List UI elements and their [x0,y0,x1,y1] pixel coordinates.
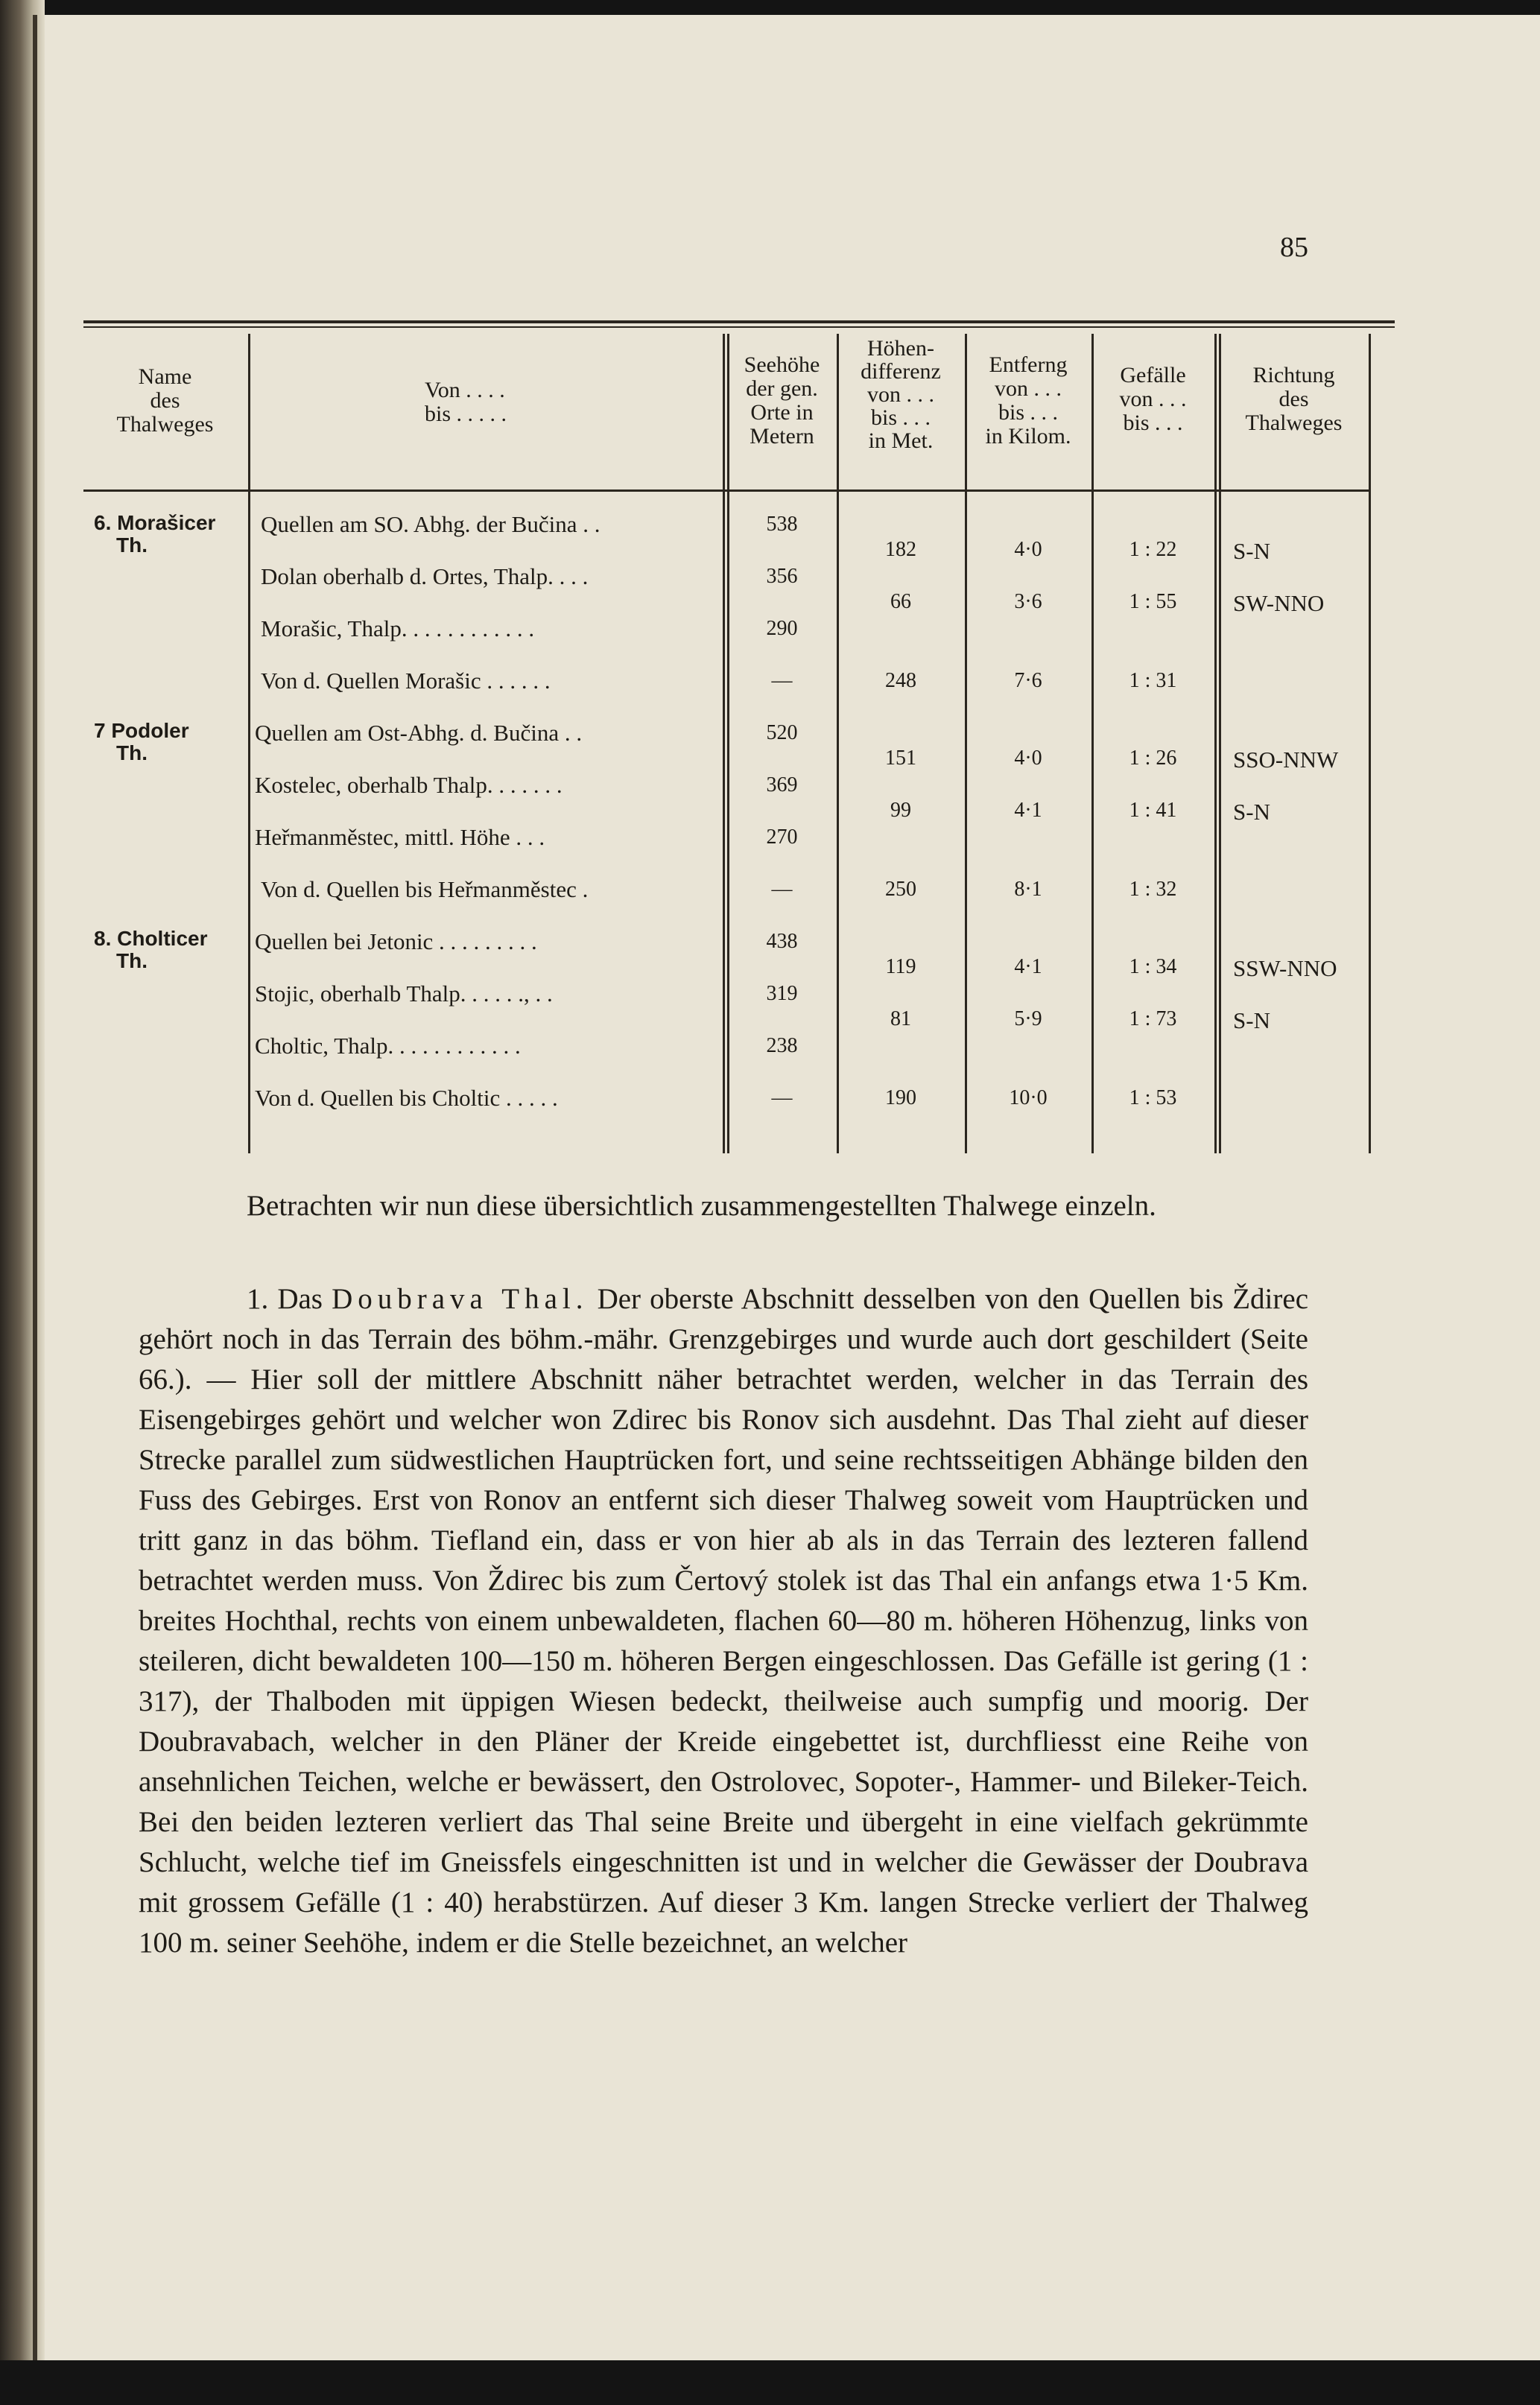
paragraph-number: 1. Das [247,1283,323,1315]
col-divider-right [1369,334,1371,1153]
col-divider-name [248,334,250,1153]
header-bottom-rule [83,489,1369,492]
direction-cell: SSO-NNW [1233,747,1339,773]
height-cell: — [771,1086,793,1109]
slope-cell: 1 : 41 [1129,799,1177,822]
header-hoehendifferenz: Höhen- differenz von . . . bis . . . in Met. [861,336,941,453]
dist-cell: 10·0 [1009,1086,1048,1109]
paragraph-body: Der oberste Abschnitt desselben von den Quellen bis Ždirec gehört noch in das Terrain des böhm.-mähr. Grenzgebirges und wurde auch dort geschildert (Seite 66.). — Hier soll der mittlere Abschnitt näher betrachtet werden, welcher in das Terrain des Eisengebirges gehört und welcher won Zdirec bis Ronov sich ausdehnt. Das Thal zieht auf dieser Strecke parallel zum südwestlichen Hauptrücken fort, und seine rechtsseitigen Abhänge bilden den Fuss des Gebirges. Erst von Ronov an entfernt sich dieser Thalweg soweit vom Hauptrücken und tritt ganz in das böhm. Tiefland ein, dass er von hier ab als in das Terrain des lezteren fallend betrachtet werden muss. Von Ždirec bis zum Čertový stolek ist das Thal ein anfangs etwa 1·5 Km. breites Hochthal, rechts von einem unbewaldeten, flachen 60—80 m. höheren Höhenzug, links von steileren, dicht bewaldeten 100—150 m. höheren Bergen eingeschlossen. Das Gefälle ist gering (1 : 317), der Thalboden mit üppigen Wiesen bedeckt, theilweise auch sumpfig und moorig. Der Doubravabach, welcher in den Pläner der Kreide eingebettet ist, durchfliesst eine Reihe von ansehnlichen Teichen, welche er bewässert, den Ostrolovec, Sopoter-, Hammer- und Bileker-Teich. Bei den beiden lezteren verliert das Thal seine Breite und übergeht in eine vielfach gekrümmte Schlucht, welche tief im Gneissfels eingeschnitten ist und in welcher die Gewässer der Doubrava mit grossem Gefälle (1 : 40) herabstürzen. Auf dieser 3 Km. langen Strecke verliert der Thalweg 100 m. seiner Seehöhe, indem er die Stelle bezeichnet, an welcher [139,1283,1309,1959]
slope-cell: 1 : 73 [1129,1007,1177,1030]
slope-cell: 1 : 55 [1129,590,1177,613]
place-cell: Kostelec, oberhalb Thalp. . . . . . . [255,772,563,798]
place-cell: Stojic, oberhalb Thalp. . . . . ., . . [255,980,553,1007]
height-cell: 438 [766,930,798,953]
col-divider-place [723,334,725,1153]
place-cell: Quellen am SO. Abhg. der Bučina . . [261,511,601,537]
table-top-rule-thin [83,326,1395,328]
place-cell: Von d. Quellen Morašic . . . . . . [261,668,551,694]
direction-cell: S-N [1233,799,1270,825]
height-cell: 520 [766,721,798,744]
dist-cell: 3·6 [1014,590,1042,613]
scan-border-top [0,0,1540,15]
direction-cell: S-N [1233,538,1270,564]
place-cell: Von d. Quellen bis Heřmanměstec . [261,876,589,902]
paragraph-intro: Betrachten wir nun diese übersichtlich zusammengestellten Thalwege einzeln. [247,1190,1156,1222]
diff-cell: 182 [885,538,916,561]
height-cell: 356 [766,565,798,588]
col-divider-slope-double [1219,334,1221,1153]
slope-cell: 1 : 34 [1129,955,1177,978]
header-gefaelle: Gefälle von . . . bis . . . [1119,363,1187,435]
place-cell: Quellen am Ost-Abhg. d. Bučina . . [255,720,583,746]
place-cell: Dolan oberhalb d. Ortes, Thalp. . . . [261,563,589,589]
header-name: Name des Thalweges [116,364,214,437]
height-cell: 319 [766,982,798,1005]
dist-cell: 4·1 [1014,799,1042,822]
slope-cell: 1 : 26 [1129,747,1177,770]
group-name-cholticer: 8. Cholticer Th. [94,927,208,972]
diff-cell: 151 [885,747,916,770]
slope-cell: 1 : 53 [1129,1086,1177,1109]
group-name-morasicer: 6. Morašicer Th. [94,511,216,557]
thalweg-table [82,320,1393,1153]
header-von-bis: Von . . . . bis . . . . . [425,378,507,426]
spine-edge-line [33,15,37,2360]
direction-cell: SW-NNO [1233,590,1325,616]
paragraph-doubrava [139,1279,1308,1963]
table-top-rule [83,320,1395,323]
place-cell: Morašic, Thalp. . . . . . . . . . . . [261,615,535,641]
header-seehoehe: Seehöhe der gen. Orte in Metern [744,352,820,449]
height-cell: 238 [766,1034,798,1057]
place-cell: Heřmanměstec, mittl. Höhe . . . [255,824,545,850]
diff-cell: 66 [890,590,911,613]
height-cell: 538 [766,513,798,536]
header-entferng: Entferng von . . . bis . . . in Kilom. [985,352,1071,449]
dist-cell: 4·0 [1014,747,1042,770]
col-divider-slope [1214,334,1217,1153]
dist-cell: 5·9 [1014,1007,1042,1030]
place-cell: Choltic, Thalp. . . . . . . . . . . . [255,1033,521,1059]
height-cell: 290 [766,617,798,640]
page-number: 85 [1280,232,1308,263]
diff-cell: 190 [885,1086,916,1109]
header-richtung: Richtung des Thalweges [1245,363,1343,435]
diff-cell: 119 [885,955,916,978]
height-cell: — [771,878,793,901]
dist-cell: 4·0 [1014,538,1042,561]
height-cell: 369 [766,773,798,796]
place-cell: Von d. Quellen bis Choltic . . . . . [255,1085,558,1111]
paragraph-title: Doubrava Thal. [332,1283,589,1315]
scan-border-bottom [0,2360,1540,2405]
slope-cell: 1 : 22 [1129,538,1177,561]
slope-cell: 1 : 32 [1129,878,1177,901]
book-spine [0,0,45,2405]
direction-cell: SSW-NNO [1233,955,1337,981]
diff-cell: 250 [885,878,916,901]
diff-cell: 81 [890,1007,911,1030]
place-cell: Quellen bei Jetonic . . . . . . . . . [255,928,537,954]
dist-cell: 7·6 [1014,669,1042,692]
dist-cell: 8·1 [1014,878,1042,901]
direction-cell: S-N [1233,1007,1270,1033]
diff-cell: 248 [885,669,916,692]
group-name-podoler: 7 Podoler Th. [94,719,189,764]
dist-cell: 4·1 [1014,955,1042,978]
height-cell: — [771,669,793,692]
slope-cell: 1 : 31 [1129,669,1177,692]
height-cell: 270 [766,826,798,849]
diff-cell: 99 [890,799,911,822]
